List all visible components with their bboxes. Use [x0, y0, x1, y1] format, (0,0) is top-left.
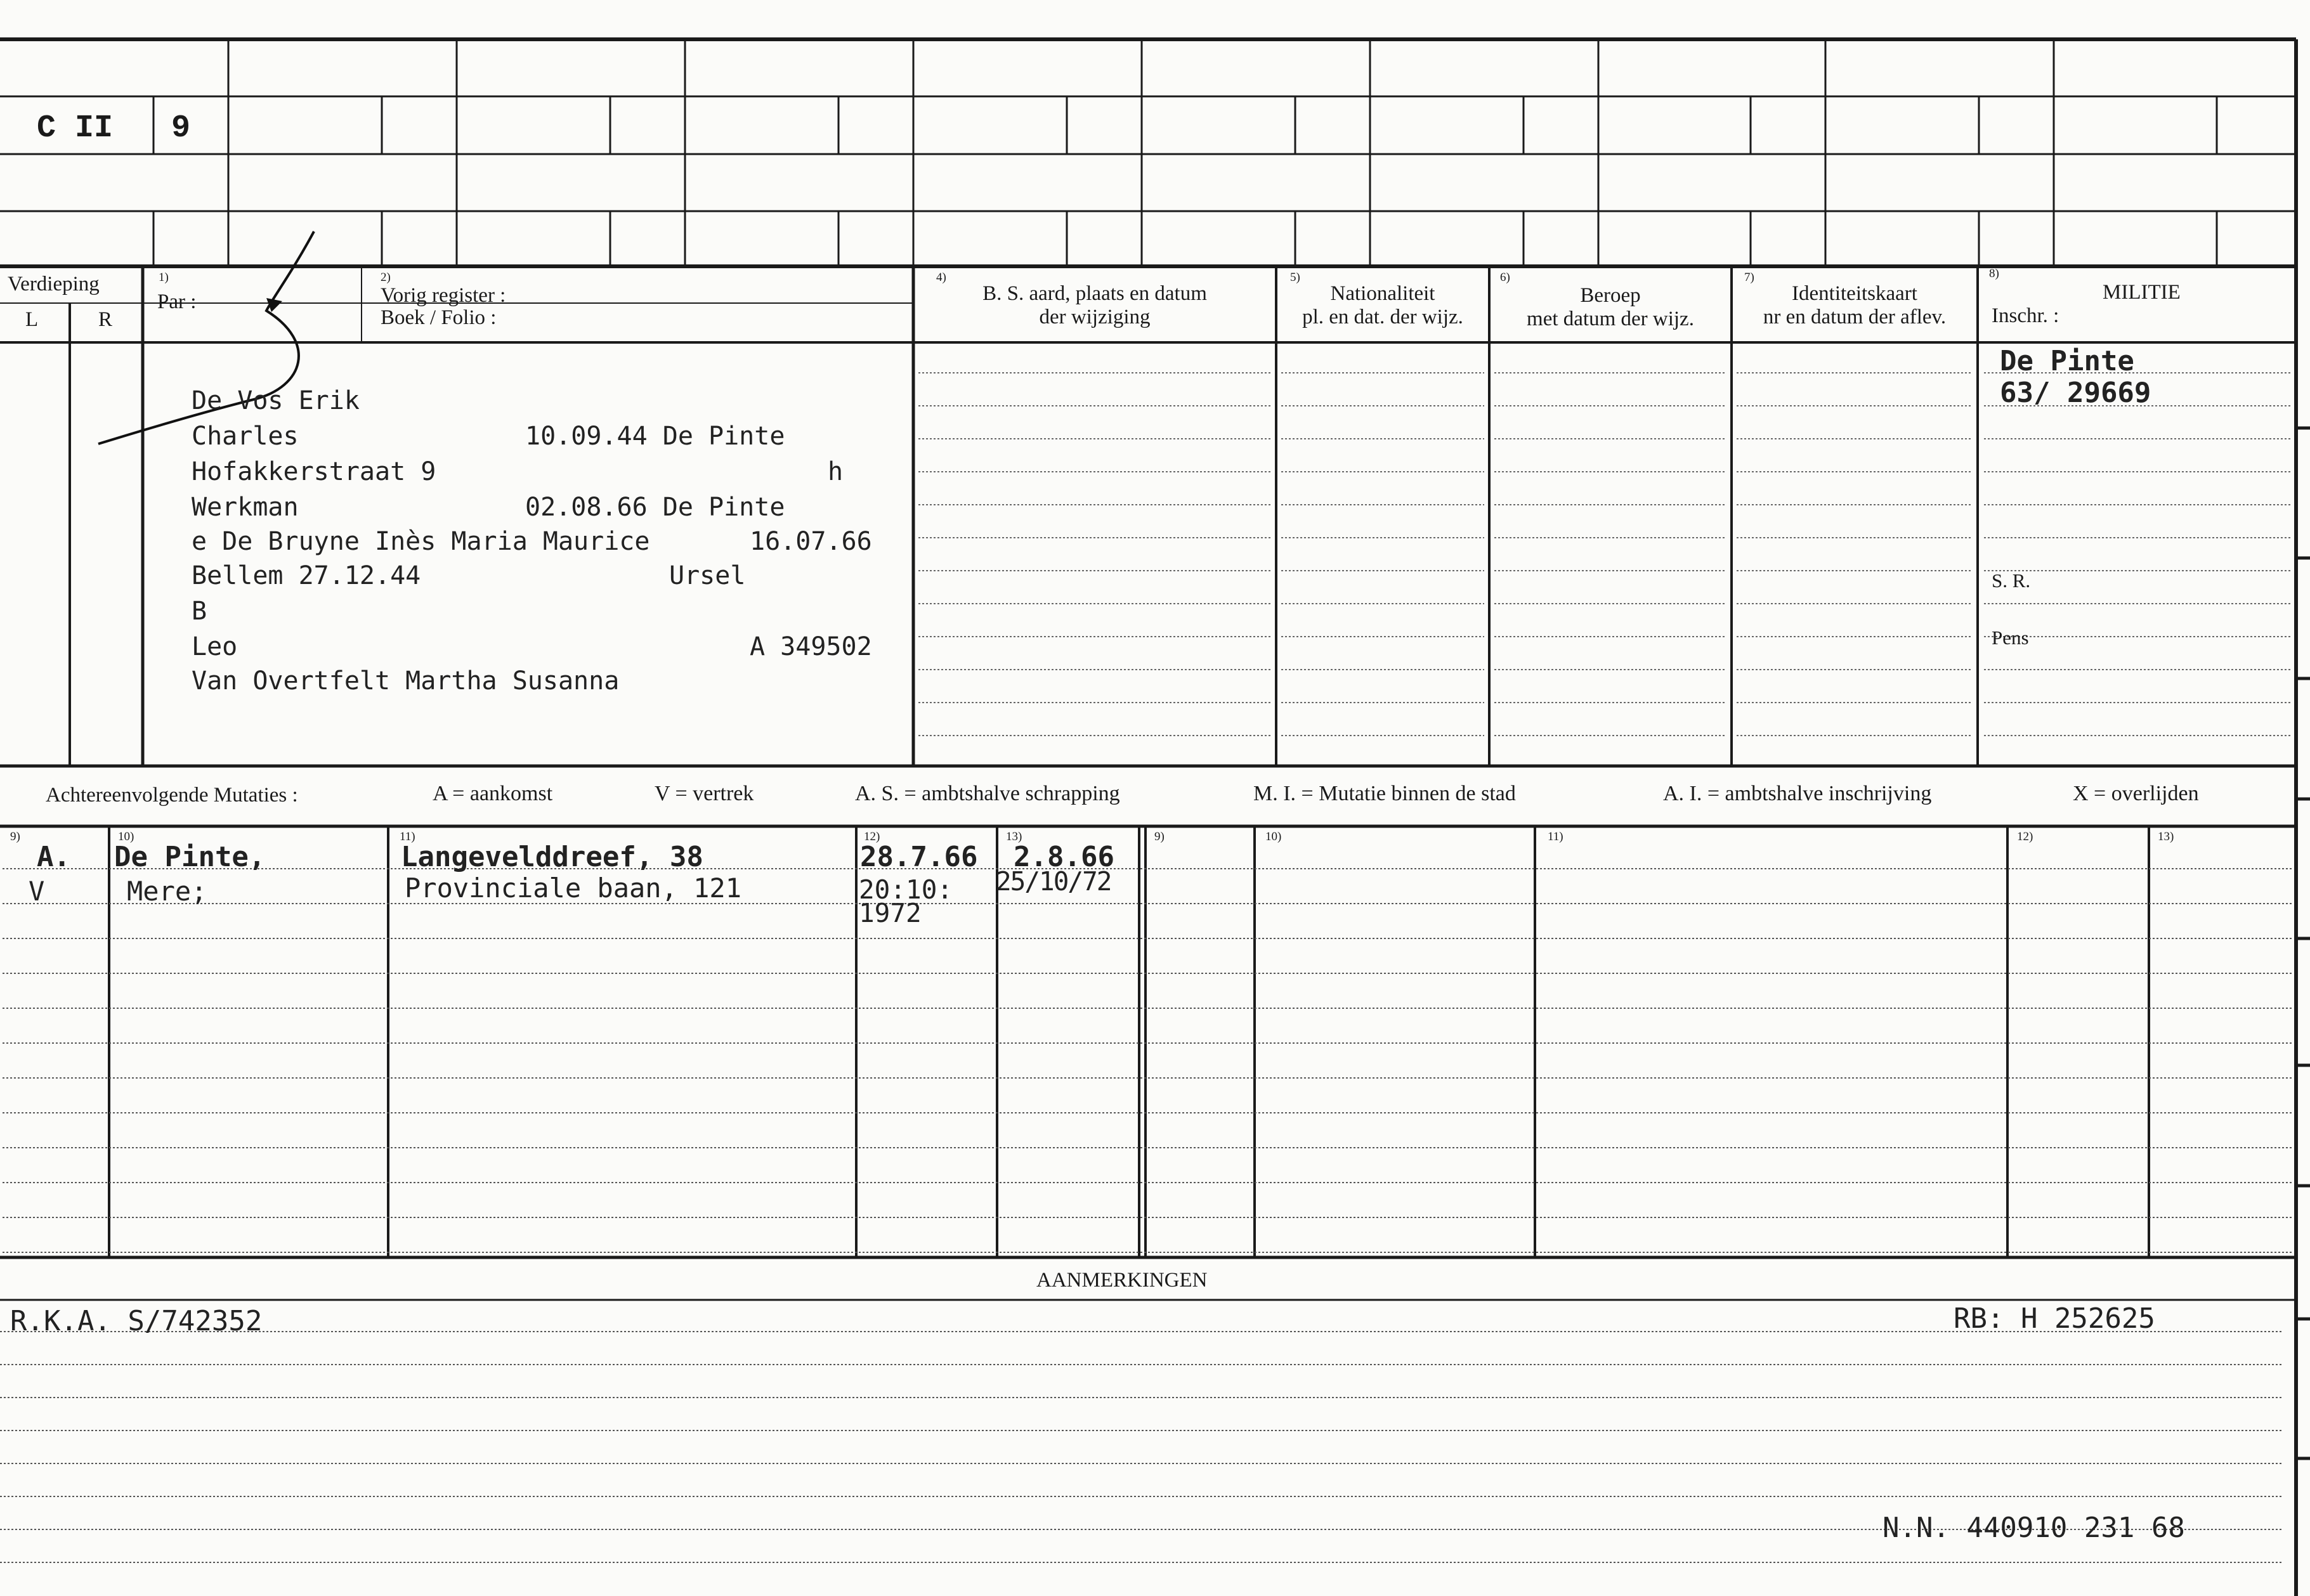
mutation-date-13: 25/10/72 [996, 866, 1111, 897]
identiteitskaart-header: Identiteitskaart nr en datum der aflev. [1763, 282, 1947, 328]
person-father: Leo [192, 632, 238, 661]
legend-ambtshalve-schrapping: A. S. = ambtshalve schrapping [855, 782, 1120, 805]
legend-aankomst: A = aankomst [433, 782, 553, 805]
mutation-date-12-year: 1972 [859, 898, 922, 928]
mutation-address: Langevelddreef, 38 [401, 841, 703, 873]
person-profession: Werkman [192, 493, 299, 522]
legend-overlijden: X = overlijden [2073, 782, 2199, 805]
register-number: 9 [171, 110, 191, 146]
note-5: 5) [1290, 271, 1300, 284]
person-spouse-birth: Bellem 27.12.44 [192, 561, 421, 590]
sr-label: S. R. [1992, 569, 2031, 592]
person-name: De Vos Erik [192, 386, 360, 415]
mutation-date-13: 2.8.66 [1014, 841, 1114, 873]
verdieping-label: Verdieping [8, 273, 100, 295]
mut-col-num: 13) [2158, 830, 2174, 843]
mut-col-num: 9) [10, 830, 20, 843]
mutation-code: A. [37, 841, 70, 873]
mut-col-num: 9) [1154, 830, 1165, 843]
par-label: Par : [157, 290, 197, 313]
note-7: 7) [1744, 271, 1754, 284]
remarks-title: AANMERKINGEN [1036, 1269, 1208, 1292]
militie-place: De Pinte [2000, 345, 2134, 377]
legend-mutatie-stad: M. I. = Mutatie binnen de stad [1253, 782, 1516, 805]
mutation-date-12: 28.7.66 [860, 841, 978, 873]
remarks-rb: RB: H 252625 [1954, 1302, 2155, 1335]
person-spouse: e De Bruyne Inès Maria Maurice [192, 527, 650, 556]
person-mark: h [828, 457, 844, 486]
note-2: 2) [381, 271, 391, 284]
mut-col-num: 12) [2017, 830, 2033, 843]
register-code: C II [37, 110, 114, 146]
person-marriage-date: 16.07.66 [750, 527, 872, 556]
col-l-label: L [25, 308, 39, 331]
mutation-address: Provinciale baan, 121 [405, 873, 742, 904]
person-id-card: A 349502 [750, 632, 872, 661]
person-mother: Van Overtfelt Martha Susanna [192, 666, 620, 696]
mutation-place: Mere; [127, 876, 207, 907]
beroep-header: Beroep met datum der wijz. [1527, 284, 1694, 330]
militie-label: MILITIE [2103, 281, 2181, 304]
person-b: B [192, 597, 207, 626]
person-extra-place: Ursel [669, 561, 746, 590]
mutation-code: V [29, 876, 45, 907]
mut-col-num: 13) [1006, 830, 1022, 843]
person-firstnames: Charles [192, 422, 299, 451]
pens-label: Pens [1992, 626, 2029, 649]
note-8: 8) [1989, 267, 1999, 280]
vorig-register-label: Vorig register : [381, 284, 506, 307]
nationaliteit-header: Nationaliteit pl. en dat. der wijz. [1302, 282, 1463, 328]
mut-col-num: 10) [118, 830, 134, 843]
note-1: 1) [159, 271, 169, 284]
mut-col-num: 12) [864, 830, 880, 843]
legend-ambtshalve-inschrijving: A. I. = ambtshalve inschrijving [1663, 782, 1932, 805]
bs-header: B. S. aard, plaats en datum der wijziging [982, 282, 1207, 328]
person-address: Hofakkerstraat 9 [192, 457, 436, 486]
inschr-label: Inschr. : [1992, 304, 2059, 327]
mut-col-num: 11) [400, 830, 415, 843]
mutations-legend-title: Achtereenvolgende Mutaties : [46, 784, 298, 807]
mutation-place: De Pinte, [114, 841, 266, 873]
boek-folio-label: Boek / Folio : [381, 306, 497, 329]
legend-vertrek: V = vertrek [655, 782, 754, 805]
mut-col-num: 11) [1548, 830, 1563, 843]
militie-number: 63/ 29669 [2000, 377, 2151, 409]
remarks-rka: R.K.A. S/742352 [10, 1305, 263, 1337]
remarks-nn: N.N. 440910 231 68 [1883, 1512, 2185, 1544]
mut-col-num: 10) [1265, 830, 1282, 843]
note-6: 6) [1500, 271, 1510, 284]
person-birth: 10.09.44 De Pinte [525, 422, 785, 451]
mutation-date-12: 20:10: [859, 874, 953, 905]
person-profession-date: 02.08.66 De Pinte [525, 493, 785, 522]
note-4: 4) [936, 271, 946, 284]
col-r-label: R [98, 308, 113, 331]
